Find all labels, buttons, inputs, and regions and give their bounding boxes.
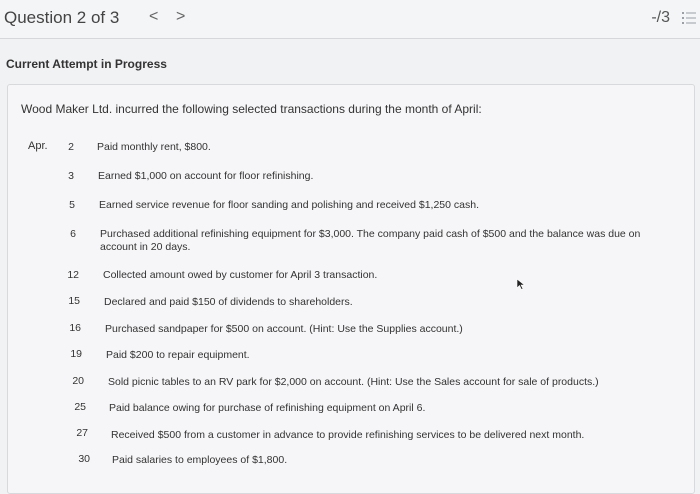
transaction-text: Received $500 from a customer in advance to provide refinishing services to be delivered next month. <box>111 429 585 441</box>
score-label: -/3 <box>651 9 670 26</box>
transaction-text-continued: account in 20 days. <box>100 241 191 253</box>
transaction-text: Sold picnic tables to an RV park for $2,000 on account. (Hint: Use the Sales account for sale of products.) <box>108 376 599 388</box>
transaction-text: Declared and paid $150 of dividends to shareholders. <box>104 296 353 308</box>
transaction-text: Paid balance owing for purchase of refinishing equipment on April 6. <box>109 402 426 414</box>
transaction-text: Paid $200 to repair equipment. <box>106 349 250 361</box>
attempt-status-label: Current Attempt in Progress <box>6 57 167 71</box>
question-title: Question 2 of 3 <box>4 8 120 27</box>
mouse-cursor-icon <box>516 278 526 290</box>
problem-intro: Wood Maker Ltd. incurred the following selected transactions during the month of April: <box>21 102 482 116</box>
previous-question-button[interactable]: < <box>149 8 159 25</box>
month-label: Apr. <box>28 140 48 152</box>
transaction-day: 27 <box>76 427 88 439</box>
transaction-day: 3 <box>68 170 74 182</box>
transaction-day: 25 <box>74 401 86 413</box>
transaction-text: Purchased sandpaper for $500 on account. (Hint: Use the Supplies account.) <box>105 323 463 335</box>
next-question-button[interactable]: > <box>176 8 186 25</box>
transaction-day: 2 <box>68 141 74 153</box>
question-header <box>0 0 700 39</box>
transaction-text: Earned $1,000 on account for floor refinishing. <box>98 170 314 182</box>
transaction-text: Earned service revenue for floor sanding and polishing and received $1,250 cash. <box>99 199 479 211</box>
transaction-text: Purchased additional refinishing equipment for $3,000. The company paid cash of $500 and the balance was due on <box>100 228 641 240</box>
list-icon[interactable] <box>682 11 696 25</box>
transaction-day: 16 <box>69 322 81 334</box>
transaction-text: Paid monthly rent, $800. <box>97 141 211 153</box>
problem-card <box>7 84 695 494</box>
transaction-text: Paid salaries to employees of $1,800. <box>112 454 288 466</box>
transaction-day: 5 <box>69 199 75 211</box>
transaction-day: 30 <box>78 453 90 465</box>
transaction-day: 12 <box>67 269 79 281</box>
transaction-day: 19 <box>70 348 82 360</box>
transaction-day: 6 <box>70 228 76 240</box>
transaction-day: 15 <box>68 295 80 307</box>
transaction-text: Collected amount owed by customer for April 3 transaction. <box>103 269 378 281</box>
transaction-day: 20 <box>72 375 84 387</box>
